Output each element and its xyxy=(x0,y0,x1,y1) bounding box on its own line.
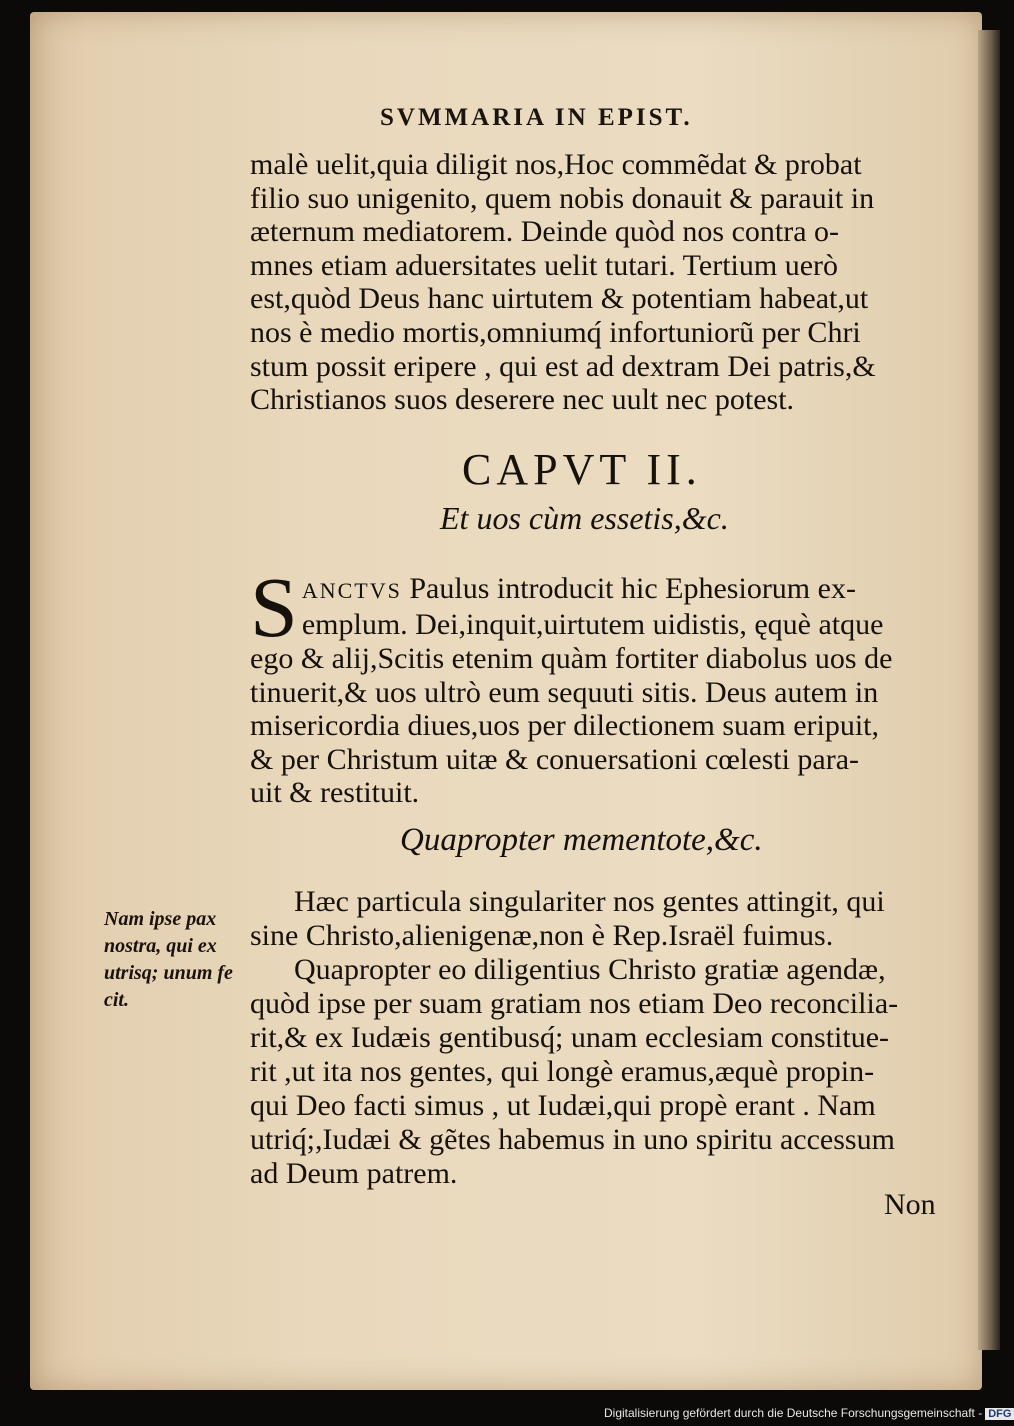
text-line: æternum mediatorem. Deinde quòd nos contra o- xyxy=(250,215,840,249)
margin-note-line: nostra, qui ex xyxy=(104,935,217,957)
page-edge xyxy=(978,30,1000,1350)
text-line: & per Christum uitæ & conuersationi cœlesti para- xyxy=(250,742,860,776)
margin-note xyxy=(104,906,264,1014)
text-line: filio suo unigenito, quem nobis donauit & parauit in xyxy=(250,181,875,215)
margin-note-line: cit. xyxy=(104,989,129,1011)
text-line: mnes etiam aduersitates uelit tutari. Tertium uerò xyxy=(250,248,839,282)
catchword: Non xyxy=(884,1188,936,1221)
text-line: rit ,ut ita nos gentes, qui longè eramus,æquè propin- xyxy=(250,1055,875,1088)
text-line: malè uelit,quia diligit nos,Hoc commẽdat & probat xyxy=(250,148,862,181)
text-line: sine Christo,alienigenæ,non è Rep.Israël fuimus. xyxy=(250,919,834,952)
text-line: Christianos suos deserere nec uult nec potest. xyxy=(250,383,795,417)
text-line: est,quòd Deus hanc uirtutem & potentiam habeat,ut xyxy=(250,282,869,316)
drop-capital: S xyxy=(250,559,298,655)
paragraph-2 xyxy=(250,559,950,810)
text-line: rit,& ex Iudæis gentibusq́; unam ecclesiam constitue- xyxy=(250,1021,890,1054)
margin-note-line: Nam ipse pax xyxy=(104,908,217,930)
text-line: Paulus introducit hic Ephesiorum ex- xyxy=(409,572,856,605)
text-line: quòd ipse per suam gratiam nos etiam Deo reconcilia- xyxy=(250,987,899,1020)
small-caps-word: ANCTVS xyxy=(301,578,402,603)
text-line: ego & alij,Scitis etenim quàm fortiter diabolus uos de xyxy=(250,642,893,675)
text-line: stum possit eripere , qui est ad dextram Dei patris,& xyxy=(250,349,876,383)
text-line: emplum. Dei,inquit,uirtutem uidistis, ęquè atque xyxy=(301,607,884,641)
text-line: misericordia diues,uos per dilectionem suam eripuit, xyxy=(250,709,880,743)
text-line: Quapropter eo diligentius Christo gratiæ agendæ, xyxy=(294,953,886,986)
top-paragraph xyxy=(250,148,950,417)
margin-note-line: utrisq; unum fe xyxy=(104,962,233,984)
text-line: ad Deum patrem. xyxy=(250,1157,458,1190)
subheading: Et uos cùm essetis,&c. xyxy=(440,500,729,536)
chapter-title: CAPVT II. xyxy=(462,445,702,494)
text-line: utriq́;,Iudæi & gẽtes habemus in uno spiritu accessum xyxy=(250,1123,895,1156)
text-line: qui Deo facti simus , ut Iudæi,qui propè erant . Nam xyxy=(250,1089,876,1122)
footer-text: Digitalisierung gefördert durch die Deutsche Forschungsgemeinschaft - xyxy=(604,1406,983,1420)
text-line: uit & restituit. xyxy=(250,776,420,810)
text-line: nos è medio mortis,omniumq́ infortuniorũ per Chri xyxy=(250,315,861,349)
paragraph-3 xyxy=(250,885,950,1191)
dfg-logo: DFG xyxy=(985,1408,1014,1420)
digitization-footer xyxy=(604,1406,1014,1420)
running-head: SVMMARIA IN EPIST. xyxy=(380,104,693,131)
subheading: Quapropter mementote,&c. xyxy=(400,822,763,858)
text-line: Hæc particula singulariter nos gentes attingit, qui xyxy=(294,885,885,918)
text-line: tinuerit,& uos ultrò eum sequuti sitis. Deus autem in xyxy=(250,675,879,709)
